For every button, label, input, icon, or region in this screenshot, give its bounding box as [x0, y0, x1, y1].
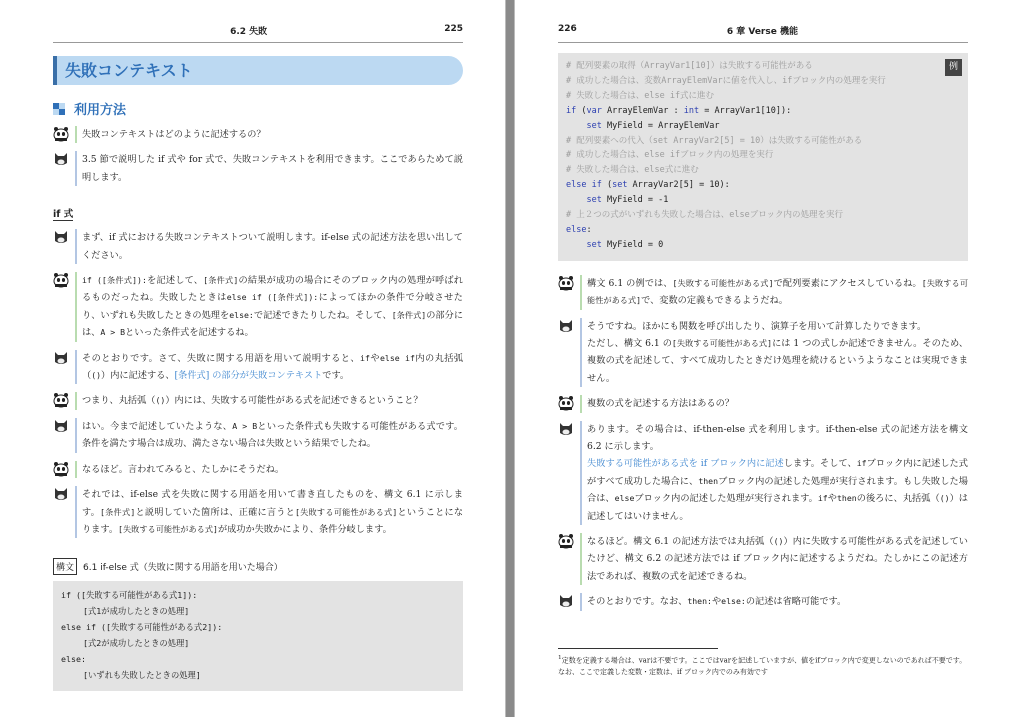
text: ブロック内の記述した処理が実行されます。 — [634, 493, 818, 505]
speech-bar — [75, 272, 77, 342]
text: それでは、if-else 式を失敗に関する用語を用いて書き直したものを、構文 6.1 に示します。 — [82, 489, 463, 518]
inline-code: [失敗する可能性がある式] — [295, 506, 398, 517]
code-comment: # 配列要素への代入（set ArrayVar2[5] = 10）は失敗する可能性がある — [566, 135, 863, 146]
paragraph — [82, 392, 463, 409]
inline-code: [条件式] — [203, 275, 239, 286]
comment-text — [82, 126, 463, 143]
text: 構文 6.1 の例では、 — [587, 277, 673, 289]
text: と説明していた箇所は、正確に言うと — [135, 506, 296, 518]
paragraph — [82, 126, 463, 143]
left-page — [0, 0, 505, 717]
inline-code: if — [360, 352, 370, 363]
paragraph — [82, 486, 463, 538]
text: ブロック内の記述した処理が実行されます。もし失敗した場合は、 — [587, 475, 968, 505]
panda-avatar-icon — [558, 395, 574, 411]
text: ）内には、失敗する可能性がある式を記述できるということ？ — [165, 395, 423, 407]
text: を記述して、 — [146, 275, 204, 287]
comment-text — [82, 151, 463, 186]
text: ）は記述してはいけません。 — [587, 493, 968, 522]
code-line — [566, 178, 960, 193]
cat-avatar-icon — [558, 593, 574, 609]
paragraph — [587, 395, 968, 412]
inline-code: [条件式] — [100, 506, 136, 517]
code-line — [566, 148, 960, 163]
paragraph — [82, 461, 463, 478]
page-number: 225 — [444, 24, 463, 34]
text: で、変数の定義もできるようだね。 — [641, 295, 788, 307]
code-line — [566, 223, 960, 238]
code-keyword: set — [586, 120, 602, 131]
cat-avatar-icon — [53, 418, 69, 434]
code-line — [566, 89, 960, 104]
page-title: 失敗コンテキスト — [53, 56, 463, 85]
teacher-comment — [53, 151, 463, 186]
text: ）内に失敗する可能性がある式を記述していたけど、構文 6.2 の記述方法では if ブロック内に記述するようだね。たしかにこの記述方法であれば、複数の式を記述できるね。 — [587, 536, 968, 582]
speech-bar — [580, 318, 582, 388]
inline-code: if — [856, 458, 867, 469]
text: で記述できたりしたね。そして、 — [253, 309, 392, 321]
paragraph — [587, 318, 968, 335]
inline-code: else — [614, 493, 635, 504]
comment-text — [587, 593, 968, 610]
text: 内の丸括弧（ — [82, 352, 464, 382]
text: や — [711, 596, 722, 608]
code-text — [566, 121, 586, 131]
text: つまり、丸括弧（ — [82, 395, 156, 407]
code-comment: # 上２つの式がいずれも失敗した場合は、elseブロック内の処理を実行 — [566, 210, 844, 221]
code-line: [式2が成功したときの処理] — [83, 638, 190, 649]
code-line: [式1が成功したときの処理] — [83, 606, 190, 617]
paragraph — [587, 421, 968, 456]
inline-code: A > B — [232, 420, 258, 431]
inline-code: else: — [721, 596, 746, 607]
code-text — [566, 195, 586, 205]
code-keyword: int — [683, 105, 700, 116]
text: そうですね。ほかにも関数を呼び出したり、演算子を用いて計算したりできます。 — [587, 320, 927, 332]
inline-code: [条件式] — [391, 309, 427, 320]
comment-text — [82, 350, 463, 385]
highlight-text: [条件式] の部分が失敗コンテキスト — [174, 370, 323, 382]
code-line: else if ([失敗する可能性がある式2]): — [61, 622, 223, 633]
teacher-comment — [558, 421, 968, 525]
comment-text — [82, 486, 463, 538]
section-square-icon — [53, 103, 65, 115]
text: で配列要素にアクセスしているね。 — [773, 277, 922, 289]
panda-avatar-icon — [53, 461, 69, 477]
paragraph — [587, 593, 968, 610]
paragraph — [82, 272, 463, 342]
text: ブロック内に記述した式がすべて成功した場合に、 — [587, 458, 968, 487]
code-comment: # 成功した場合は、else ifブロック内の処理を実行 — [566, 150, 774, 161]
teacher-comment — [558, 593, 968, 610]
footnote-text: 定数を定義する場合は、varは不要です。ここではvarを記述していますが、値をifブロック内で変更しないのであれば不要です。なお、ここで定義した変数・定数は、if ブロック内でのみ有効です — [558, 656, 967, 677]
comment-text — [587, 421, 968, 525]
code-keyword: set — [612, 180, 628, 191]
code-text: ArrayVar2[5] = 10): — [627, 180, 730, 191]
inline-code: [失敗する可能性がある式] — [587, 277, 969, 306]
inline-code: () — [155, 395, 166, 406]
code-text — [566, 240, 586, 250]
text: なるほど。言われてみると、たしかにそうだね。 — [82, 463, 285, 475]
paragraph — [82, 229, 463, 264]
code-text: ( — [576, 105, 587, 116]
inline-code: [失敗する可能性がある式] — [118, 523, 218, 534]
text: の後ろに、丸括弧（ — [856, 493, 940, 505]
paragraph — [82, 151, 463, 186]
code-text: ( — [601, 180, 613, 191]
text: といった条件式を記述するね。 — [125, 327, 254, 339]
comment-text — [587, 533, 968, 585]
page-number: 226 — [558, 24, 577, 34]
text: の部分には、 — [82, 309, 464, 339]
comment-text — [587, 275, 968, 310]
comment-text — [82, 229, 463, 264]
text: あります。その場合は、if-then-else 式を利用します。if-then-else 式の記述方法を構文 6.2 に示します。 — [587, 423, 968, 453]
section-label: 6.2 失敗 — [230, 27, 268, 37]
chapter-label: 6 章 Verse 機能 — [726, 27, 798, 37]
speech-bar — [580, 395, 582, 412]
code-keyword: var — [586, 105, 602, 116]
syntax-tag: 構文 — [53, 558, 77, 575]
cat-avatar-icon — [53, 486, 69, 502]
code-comment: # 配列要素の取得（ArrayVar1[10]）は失敗する可能性がある — [566, 61, 813, 71]
text: そのとおりです。さて、失敗に関する用語を用いて説明すると、 — [82, 352, 361, 364]
student-comment — [558, 275, 968, 310]
inline-code: [失敗する可能性がある式] — [672, 277, 774, 288]
teacher-comment — [53, 350, 463, 385]
speech-bar — [75, 486, 77, 538]
teacher-comment — [53, 486, 463, 538]
dialogue — [53, 229, 463, 538]
page-gutter — [505, 0, 515, 717]
code-text: MyField = ArrayElemVar — [601, 120, 720, 131]
code-comment: # 失敗した場合は、else式に進む — [566, 165, 699, 176]
code-comment: # 成功した場合は、変数ArrayElemVarに値を代入し、ifブロック内の処理を実行 — [566, 75, 886, 86]
code-line — [566, 238, 960, 253]
comment-text — [82, 392, 463, 409]
text: そのとおりです。なお、 — [587, 596, 688, 608]
speech-bar — [580, 593, 582, 610]
code-line — [566, 119, 960, 134]
text: します。そして、 — [783, 458, 857, 470]
code-keyword: else if — [566, 180, 602, 191]
paragraph — [82, 350, 463, 385]
inline-code: () — [939, 493, 950, 504]
inline-code: then — [698, 475, 719, 486]
comment-text — [82, 461, 463, 478]
text: まず、if 式における失敗コンテキストついて説明します。if-else 式の記述方法を思い出してください。 — [82, 232, 463, 261]
comment-text — [587, 318, 968, 388]
speech-bar — [580, 275, 582, 310]
panda-avatar-icon — [53, 392, 69, 408]
code-text: MyField = -1 — [601, 195, 669, 206]
cat-avatar-icon — [53, 151, 69, 167]
paragraph — [587, 335, 968, 387]
teacher-comment — [53, 418, 463, 453]
inline-code: then — [836, 493, 857, 504]
text: はい。今まで記述していたような、 — [82, 420, 233, 432]
student-comment — [558, 395, 968, 412]
running-head — [53, 24, 463, 43]
text: なるほど。構文 6.1 の記述方法では丸括弧（ — [587, 536, 774, 548]
inline-code: else if ([条件式]): — [226, 292, 319, 303]
code-text: : — [586, 224, 592, 235]
text: には 1 つの式しか記述できません。そのため、複数の式を記述して、すべて成功したときだけ処理を続けるというようなことは実現できません。 — [587, 338, 969, 384]
code-keyword: set — [586, 195, 602, 206]
paragraph — [587, 455, 968, 525]
code-line: if ([失敗する可能性がある式1]): — [61, 590, 198, 601]
code-keyword: set — [586, 239, 602, 250]
code-line — [566, 59, 960, 74]
text: 失敗コンテキストはどのように記述するの？ — [82, 129, 266, 140]
speech-bar — [75, 350, 77, 385]
comment-text — [82, 418, 463, 453]
panda-avatar-icon — [558, 533, 574, 549]
student-comment — [53, 272, 463, 342]
student-comment — [53, 461, 463, 478]
code-keyword: if — [566, 105, 577, 116]
code-line — [566, 208, 960, 223]
text: といった条件式も失敗する可能性がある式です。条件を満たす場合は成功、満たさない場合は失敗という結果でしたね。 — [82, 420, 463, 450]
inline-code: () — [773, 536, 784, 547]
text: 複数の式を記述する方法はあるの？ — [587, 398, 734, 410]
text: の記述は省略可能です。 — [745, 596, 847, 608]
text: 3.5 節で説明した if 式や for 式で、失敗コンテキストを利用できます。ここであらためて説明します。 — [82, 154, 463, 183]
speech-bar — [75, 392, 77, 409]
footnote-mark: 1 — [558, 655, 562, 661]
code-line — [566, 74, 960, 89]
text: や — [827, 493, 837, 505]
speech-bar — [75, 418, 77, 453]
speech-bar — [75, 126, 77, 143]
student-comment — [53, 392, 463, 409]
section-heading — [53, 99, 463, 118]
inline-code: else: — [229, 309, 254, 320]
cat-avatar-icon — [558, 318, 574, 334]
code-line — [566, 104, 960, 119]
comment-text — [587, 395, 968, 412]
subheading: if 式 — [53, 206, 73, 221]
comment-text — [82, 272, 463, 342]
text: の結果が成功の場合にそのブロック内の処理が呼ばれるものだったね。失敗したときは — [82, 275, 463, 304]
footnote-rule — [558, 648, 718, 649]
code-line: [いずれも失敗したときの処理] — [83, 670, 201, 681]
cat-avatar-icon — [53, 229, 69, 245]
highlight-text: 失敗する可能性がある式を if ブロック内に記述 — [587, 458, 784, 470]
code-comment: # 失敗した場合は、else if式に進む — [566, 90, 715, 101]
right-page — [515, 0, 1024, 717]
text: ということになります。 — [82, 506, 464, 535]
running-head — [558, 24, 968, 43]
teacher-comment — [53, 229, 463, 264]
section-heading-text: 利用方法 — [74, 103, 127, 118]
inline-code: else if — [379, 352, 415, 363]
speech-bar — [75, 151, 77, 186]
intro-dialogue — [53, 126, 463, 186]
cat-avatar-icon — [53, 350, 69, 366]
panda-avatar-icon — [558, 275, 574, 291]
syntax-code-block — [53, 581, 463, 691]
code-text: MyField = 0 — [601, 239, 664, 250]
code-text: ArrayElemVar : — [601, 105, 684, 116]
syntax-caption — [53, 558, 463, 575]
student-comment — [53, 126, 463, 143]
text: ただし、構文 6.1 の — [587, 338, 672, 349]
teacher-comment — [558, 318, 968, 388]
dialogue — [558, 275, 968, 611]
paragraph — [82, 418, 463, 453]
code-line — [566, 193, 960, 208]
footnote — [558, 648, 968, 678]
code-keyword: else — [566, 224, 587, 235]
panda-avatar-icon — [53, 126, 69, 142]
student-comment — [558, 533, 968, 585]
speech-bar — [75, 229, 77, 264]
code-text: = ArrayVar1[10]): — [699, 105, 792, 116]
inline-code: if — [817, 493, 828, 504]
paragraph — [587, 275, 968, 310]
speech-bar — [580, 421, 582, 525]
panda-avatar-icon — [53, 272, 69, 288]
text: や — [369, 352, 380, 364]
cat-avatar-icon — [558, 421, 574, 437]
syntax-caption-text: 6.1 if-else 式（失敗に関する用語を用いた場合） — [83, 563, 283, 574]
paragraph — [587, 533, 968, 585]
inline-code: then: — [687, 596, 712, 607]
code-line — [566, 163, 960, 178]
inline-code: A > B — [100, 327, 126, 338]
text: です。 — [322, 370, 350, 382]
inline-code: () — [91, 370, 102, 381]
example-tag: 例 — [945, 59, 962, 76]
text: ）内に記述する、 — [101, 370, 175, 382]
example-code-block — [558, 53, 968, 261]
speech-bar — [580, 533, 582, 585]
text: が成功か失敗かにより、条件分岐します。 — [217, 523, 392, 535]
inline-code: [失敗する可能性がある式] — [671, 338, 773, 348]
code-line: else: — [61, 654, 86, 665]
speech-bar — [75, 461, 77, 478]
text: によってほかの条件で分岐させたり、いずれも失敗したときの処理を — [82, 292, 463, 321]
code-line — [566, 134, 960, 149]
inline-code: if ([条件式]): — [82, 275, 147, 286]
